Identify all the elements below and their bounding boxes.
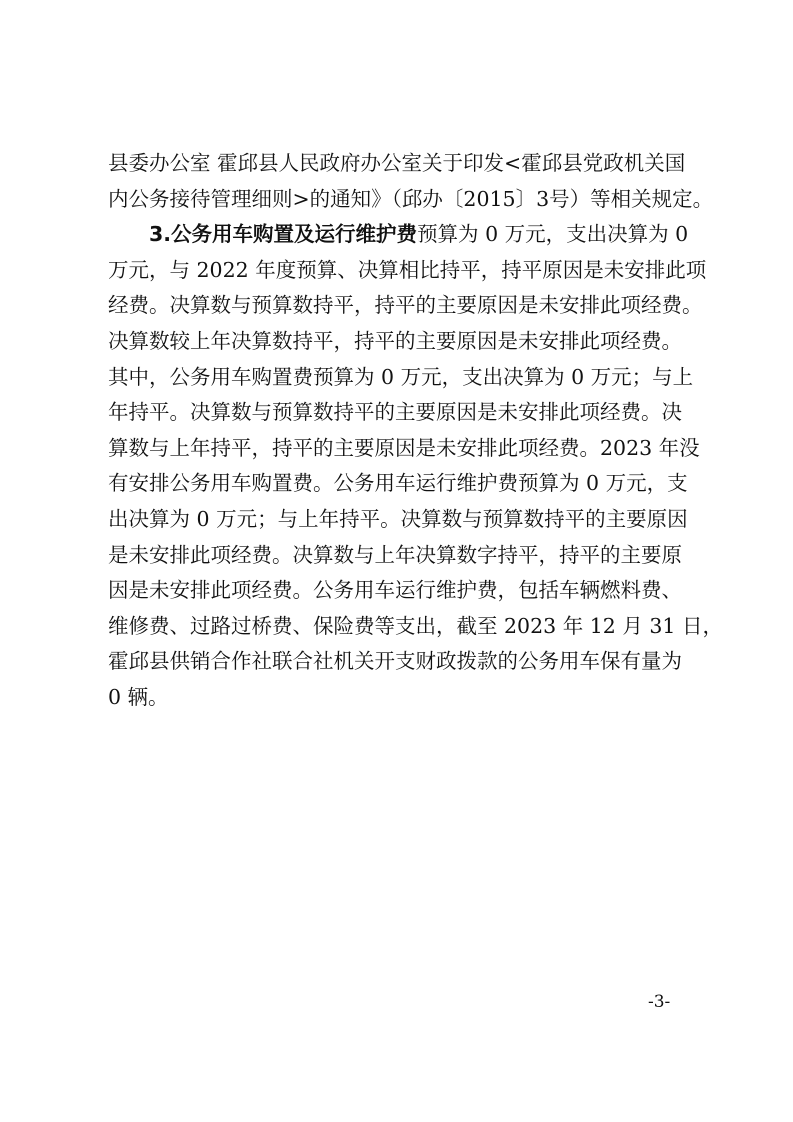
paragraph-line: 算数与上年持平，持平的主要原因是未安排此项经费。2023 年没 (108, 435, 700, 460)
paragraph-line: 万元，与 2022 年度预算、决算相比持平，持平原因是未安排此项 (108, 257, 707, 282)
body-text (108, 146, 723, 716)
paragraph-line: 出决算为 0 万元；与上年持平。决算数与预算数持平的主要原因 (108, 506, 688, 531)
section-heading-continuation: 预算为 0 万元，支出决算为 0 (417, 222, 689, 247)
paragraph-line: 内公务接待管理细则>的通知》（邱办〔2015〕3号）等相关规定。 (108, 186, 714, 211)
paragraph-line: 霍邱县供销合作社联合社机关开支财政拨款的公务用车保有量为 (108, 649, 682, 674)
paragraph-line: 决算数较上年决算数持平，持平的主要原因是未安排此项经费。 (108, 328, 682, 353)
paragraph-line: 维修费、过路过桥费、保险费等支出，截至 2023 年 12 月 31 日， (108, 613, 723, 638)
section-heading-line (108, 217, 698, 253)
paragraph-line: 其中，公务用车购置费预算为 0 万元，支出决算为 0 万元；与上 (108, 364, 694, 389)
section-heading: 3.公务用车购置及运行维护费 (149, 222, 418, 247)
paragraph-line: 经费。决算数与预算数持平，持平的主要原因是未安排此项经费。 (108, 293, 703, 318)
paragraph-line: 年持平。决算数与预算数持平的主要原因是未安排此项经费。决 (108, 400, 682, 425)
paragraph-line: 是未安排此项经费。决算数与上年决算数字持平，持平的主要原 (108, 542, 682, 567)
paragraph-line: 因是未安排此项经费。公务用车运行维护费，包括车辆燃料费、 (108, 578, 682, 603)
paragraph-line: 县委办公室 霍邱县人民政府办公室关于印发<霍邱县党政机关国 (108, 151, 686, 175)
paragraph-line: 0 辆。 (108, 684, 169, 709)
paragraph-line: 有安排公务用车购置费。公务用车运行维护费预算为 0 万元，支 (108, 471, 688, 496)
page-number: -3- (648, 992, 671, 1012)
